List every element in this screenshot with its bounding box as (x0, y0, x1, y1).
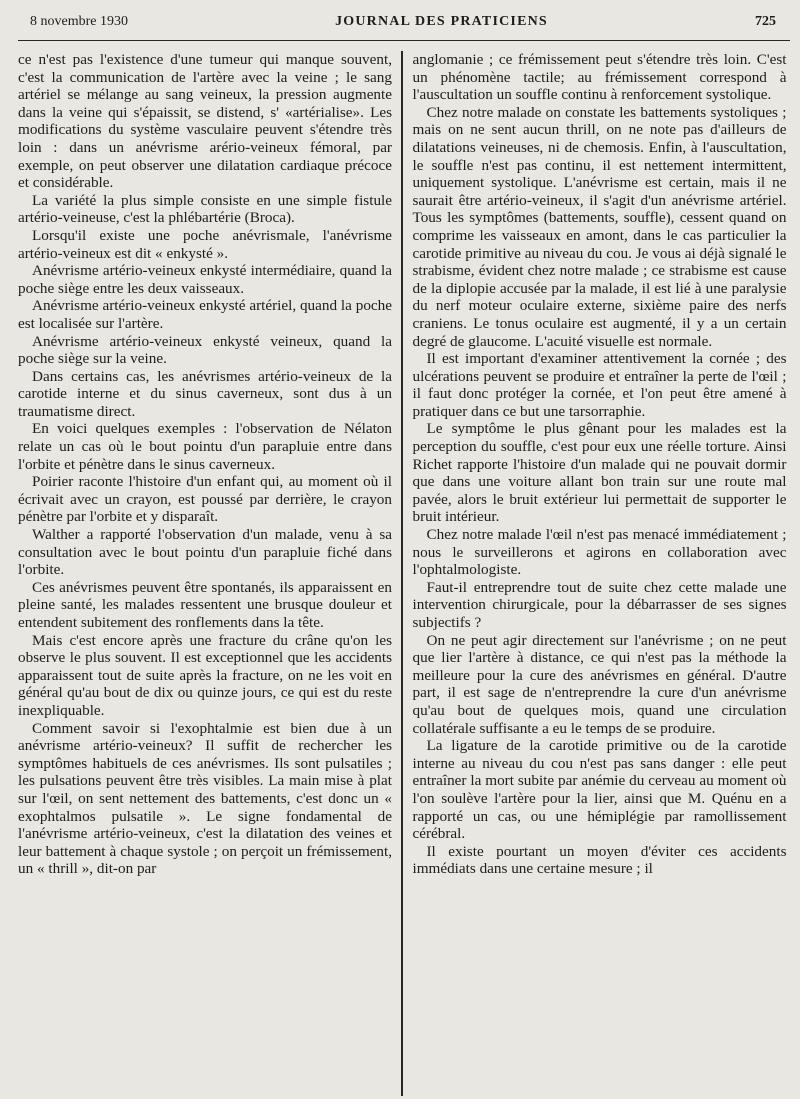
journal-title: JOURNAL DES PRATICIENS (335, 14, 548, 29)
paragraph: anglomanie ; ce frémissement peut s'étendre très loin. C'est un phénomène tactile; au frémissement correspond à l'auscultation un souffle continu à renforcement systolique. (412, 51, 787, 104)
paragraph: Il existe pourtant un moyen d'éviter ces accidents immédiats dans une certaine mesure ; il (412, 842, 787, 878)
paragraph: Anévrisme artério-veineux enkysté intermédiaire, quand la poche siège entre les deux vaisseaux. (18, 262, 392, 297)
paragraph: Anévrisme artério-veineux enkysté veineux, quand la poche siège sur la veine. (18, 332, 392, 368)
paragraph: On ne peut agir directement sur l'anévrisme ; on ne peut que lier l'artère à distance, ce qui n'est pas la méthode la meilleure pour la cure des anévrismes en général. D'autre part, il est sage de n'entreprendre la cure d'un anévrisme qu'au bout de quelques mois, quand une circulation collatérale suffisante a eu le temps de se produire. (412, 631, 787, 737)
paragraph: En voici quelques exemples : l'observation de Nélaton relate un cas où le bout pointu d'un parapluie entre dans l'orbite et pénètre dans le sinus caverneux. (18, 420, 392, 473)
paragraph: La ligature de la carotide primitive ou de la carotide interne au niveau du cou n'est pas sans danger : elle peut entraîner la mort subite par anémie du cerveau au moment où l'on soulève l'artère pour la lier, ainsi que M. Quénu en a rapporté un cas, ou une hémiplégie par ramollissement cérébral. (412, 737, 787, 843)
right-column (403, 51, 787, 1096)
paragraph: Chez notre malade on constate les battements systoliques ; mais on ne sent aucun thrill, on ne note pas d'ailleurs de dilatations veineuses, ni de chemosis. Enfin, à l'auscultation, le souffle n'est pas continu, il est nettement intermittent, uniquement systolique. L'anévrisme est certain, mais il ne saurait être artério-veineux, il s'agit d'un anévrisme artériel. Tous les symptômes (battements, souffle), cessent quand on comprime les vaisseaux en amont, dans le cas particulier la carotide primitive au niveau du cou. Je vous ai déjà signalé le strabisme, évident chez notre malade ; ce strabisme est cause de la diplopie accusée par la malade, il est lié à une paralysie du nerf moteur oculaire externe, sixième paire des nerfs craniens. Le tonus oculaire est augmenté, il y a un certain degré de glaucome. L'acuité visuelle est normale. (412, 103, 787, 350)
paragraph: Faut-il entreprendre tout de suite chez cette malade une intervention chirurgicale, pour la débarrasser de ses signes subjectifs ? (412, 578, 787, 631)
paragraph: Dans certains cas, les anévrismes artério-veineux de la carotide interne et du sinus caverneux, sont dus à un traumatisme direct. (18, 367, 392, 420)
text-columns (18, 51, 790, 1096)
paragraph: Il est important d'examiner attentivement la cornée ; des ulcérations peuvent se produire et entraîner la perte de l'œil ; il faut donc protéger la cornée, et l'on peut être amené à pratiquer dans ce but une tarsorraphie. (412, 350, 787, 420)
paragraph: Ces anévrismes peuvent être spontanés, ils apparaissent en pleine santé, les malades ressentent une brusque douleur et entendent subitement des ronflements dans la tête. (18, 578, 392, 631)
header-date: 8 novembre 1930 (30, 14, 128, 29)
page-number: 725 (754, 14, 776, 29)
paragraph: Chez notre malade l'œil n'est pas menacé immédiatement ; nous le surveillerons et agirons en collaboration avec l'ophtalmologiste. (412, 526, 787, 579)
left-column (18, 51, 401, 1096)
paragraph: Walther a rapporté l'observation d'un malade, venu à sa consultation avec le bout pointu d'un parapluie fiché dans l'orbite. (18, 526, 392, 579)
paragraph: Mais c'est encore après une fracture du crâne qu'on les observe le plus souvent. Il est exceptionnel que les accidents apparaissent tout de suite après la fracture, on ne les voit en général qu'au bout de dix ou quinze jours, ce qui est du reste inexpliquable. (18, 631, 392, 719)
paragraph: Anévrisme artério-veineux enkysté artériel, quand la poche est localisée sur l'artère. (18, 297, 392, 332)
paragraph: Poirier raconte l'histoire d'un enfant qui, au moment où il écrivait avec un crayon, est poussé par derrière, le crayon pénètre par l'orbite et y disparaît. (18, 473, 392, 526)
paragraph: La variété la plus simple consiste en une simple fistule artério-veineuse, c'est la phlébartérie (Broca). (18, 191, 392, 227)
running-header (18, 14, 790, 41)
paragraph: Lorsqu'il existe une poche anévrismale, l'anévrisme artério-veineux est dit « enkysté ». (18, 226, 392, 262)
paragraph: Comment savoir si l'exophtalmie est bien due à un anévrisme artério-veineux? Il suffit de rechercher les symptômes habituels de ces anévrismes. Ils sont pulsatiles ; les pulsations peuvent être très visibles. La main mise à plat sur l'œil, on sent nettement des battements, c'est donc un « exophtalmos pulsatile ». Le signe fondamental de l'anévrisme artério-veineux, c'est la dilatation des veines et leur battement à chaque systole ; on perçoit un frémissement, un « thrill », dit-on par (18, 719, 392, 878)
paragraph: Le symptôme le plus gênant pour les malades est la perception du souffle, c'est pour eux une réelle torture. Ainsi Richet rapporte l'histoire d'un malade qui ne pouvait dormir que dans une voiture allant bon train sur une route mal pavée, alors le bruit extérieur lui permettait de supporter le bruit intérieur. (412, 420, 787, 526)
paragraph: ce n'est pas l'existence d'une tumeur qui manque souvent, c'est la communication de l'artère avec la veine ; le sang artériel se mélange au sang veineux, la pression augmente dans la veine qui s'épaissit, se distend, s' «artérialise». Les modifications du système vasculaire peuvent s'étendre très loin : dans un anévrisme arério-veineux fémoral, par exemple, on peut observer une dilatation cardiaque précoce et considérable. (18, 51, 392, 192)
